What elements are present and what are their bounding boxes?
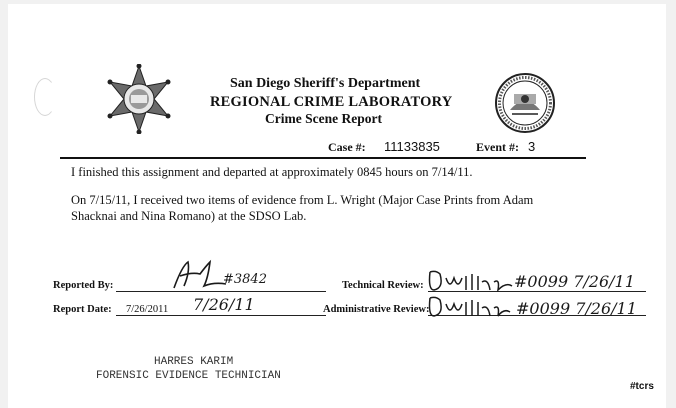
paragraph-departure: I finished this assignment and departed at approximately 0845 hours on 7/14/11. [71, 165, 473, 179]
administrative-review-label: Administrative Review: [323, 304, 430, 315]
report-date-label: Report Date: [53, 304, 112, 315]
technical-review-label: Technical Review: [342, 280, 424, 291]
lab-name: REGIONAL CRIME LABORATORY [210, 94, 453, 110]
administrative-review-signature [426, 294, 512, 320]
case-number-value: 11133835 [384, 139, 440, 154]
event-number-value: 3 [528, 139, 536, 154]
reporter-badge-number: #3842 [223, 272, 267, 287]
report-page [8, 4, 666, 408]
technical-review-signature [426, 268, 516, 294]
case-number-label: Case #: [328, 140, 366, 154]
header-divider [60, 157, 586, 159]
technical-review-handwritten: #0099 7/26/11 [514, 272, 635, 291]
reporter-signature [170, 258, 230, 292]
paragraph-evidence-line-2: Shacknai and Nina Romano) at the SDSO Lab. [71, 209, 307, 223]
county-seal-icon [494, 72, 556, 134]
department-name: San Diego Sheriff's Department [230, 76, 421, 91]
technician-name: HARRES KARIM [154, 356, 234, 368]
sheriff-star-badge-icon [104, 64, 174, 134]
administrative-review-handwritten: #0099 7/26/11 [516, 299, 637, 318]
report-date-handwritten: 7/26/11 [193, 295, 255, 314]
reported-by-label: Reported By: [53, 280, 114, 291]
report-type: Crime Scene Report [265, 111, 382, 126]
watermark-tag: #tcrs [630, 381, 654, 392]
paragraph-evidence-line-1: On 7/15/11, I received two items of evidence from L. Wright (Major Case Prints from Adam [71, 193, 534, 207]
technician-title: FORENSIC EVIDENCE TECHNICIAN [96, 370, 281, 382]
punch-hole [34, 78, 56, 116]
report-date-value: 7/26/2011 [126, 304, 169, 315]
report-date-line [116, 315, 326, 316]
event-number-label: Event #: [476, 140, 519, 154]
